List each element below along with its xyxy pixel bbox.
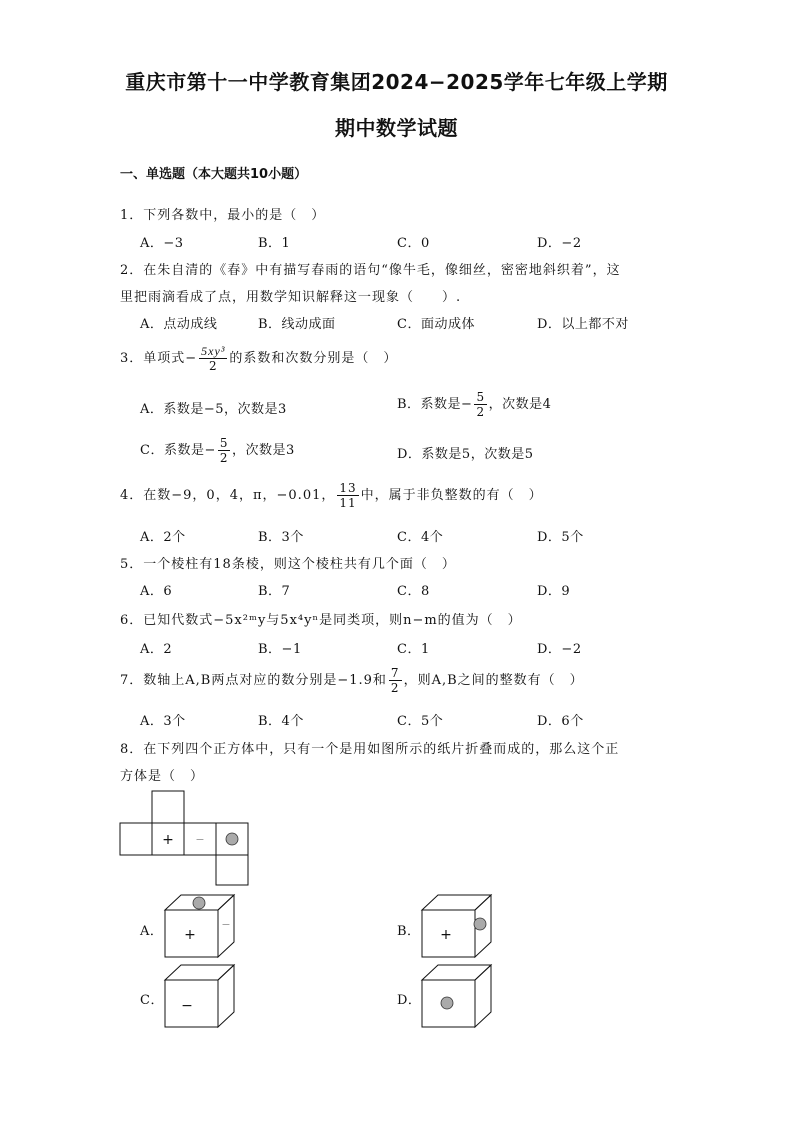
q6-option-c: C．1: [397, 642, 430, 657]
q6-option-d: D．−2: [537, 642, 582, 657]
net-square-left: [120, 823, 152, 855]
page-title-line2: 期中数学试题: [335, 116, 458, 140]
q2-option-c: C．面动成体: [397, 317, 475, 332]
q3-fraction-denominator: 2: [208, 359, 218, 373]
q5-option-b: B．7: [258, 584, 291, 599]
question-2-stem-line1: 2．在朱自清的《春》中有描写春雨的语句“像牛毛，像细丝，密密地斜织着”，这: [120, 263, 621, 278]
cube-a-icon: [164, 894, 236, 958]
q3-stem-post: 的系数和次数分别是（ ）: [229, 351, 398, 366]
q7-stem-pre: 7．数轴上A,B两点对应的数分别是−1.9和: [120, 673, 387, 688]
q7-fraction-numerator: 7: [390, 666, 400, 680]
question-6-stem: 6．已知代数式−5x²ᵐy与5x⁴yⁿ是同类项，则n−m的值为（ ）: [120, 613, 522, 628]
question-7-stem: [120, 666, 584, 695]
q7-option-c: C．5个: [397, 714, 444, 729]
q3-option-c: [140, 436, 295, 465]
q4-option-b: B．3个: [258, 530, 304, 545]
q1-option-b: B．1: [258, 236, 291, 251]
q1-option-a: A．−3: [140, 236, 184, 251]
q3-fraction-numerator: 5xy³: [201, 344, 226, 358]
net-minus-symbol: −: [195, 833, 205, 846]
q7-stem-post: ，则A,B之间的整数有（ ）: [403, 673, 584, 688]
q4-fraction-numerator: 13: [339, 481, 357, 495]
cube-c-minus: −: [181, 998, 193, 1014]
q4-stem-pre: 4．在数−9，0，4，π，−0.01，: [120, 488, 336, 503]
q6-option-b: B．−1: [258, 642, 302, 657]
cube-b-plus: +: [440, 927, 452, 943]
q5-option-d: D．9: [537, 584, 571, 599]
q7-option-b: B．4个: [258, 714, 304, 729]
q3-c-numerator: 5: [219, 436, 228, 450]
q3-b-post: ，次数是4: [488, 397, 552, 412]
q3-c-fraction: [218, 436, 230, 465]
q3-b-denominator: 2: [476, 405, 485, 419]
cube-c-icon: [164, 964, 236, 1028]
question-8-stem-line2: 方体是（ ）: [120, 769, 205, 784]
q3-c-pre: C．系数是−: [140, 443, 216, 458]
q3-b-fraction: [474, 390, 486, 419]
q7-fraction-denominator: 2: [390, 681, 400, 695]
section-heading: 一、单选题（本大题共10小题）: [120, 167, 308, 182]
page-title-line1: 重庆市第十一中学教育集团2024−2025学年七年级上学期: [125, 70, 668, 94]
q3-c-denominator: 2: [219, 451, 228, 465]
q4-stem-post: 中，属于非负整数的有（ ）: [360, 488, 543, 503]
q4-option-a: A．2个: [140, 530, 186, 545]
q4-fraction-denominator: 11: [339, 496, 357, 510]
question-1-stem: 1．下列各数中，最小的是（ ）: [120, 208, 326, 223]
net-square-bottom: [216, 855, 248, 885]
cube-d-icon: [421, 964, 493, 1028]
q3-option-d: D．系数是5，次数是5: [397, 447, 534, 462]
q4-fraction: [337, 481, 358, 510]
q1-option-d: D．−2: [537, 236, 582, 251]
q3-c-post: ，次数是3: [231, 443, 295, 458]
q5-option-c: C．8: [397, 584, 430, 599]
q2-option-d: D．以上都不对: [537, 317, 629, 332]
q8-option-b-label: B．: [397, 924, 421, 939]
q7-fraction: [389, 666, 402, 695]
q8-option-a-label: A．: [140, 924, 164, 939]
q1-option-c: C．0: [397, 236, 430, 251]
net-plus-symbol: +: [162, 832, 174, 848]
cube-net-diagram: [119, 790, 249, 886]
question-2-stem-line2: 里把雨滴看成了点，用数学知识解释这一现象（ ）.: [120, 290, 462, 305]
q3-b-numerator: 5: [476, 390, 485, 404]
cube-a-minus: −: [221, 918, 231, 931]
q4-option-d: D．5个: [537, 530, 584, 545]
q3-b-pre: B．系数是−: [397, 397, 473, 412]
q3-stem-pre: 3．单项式−: [120, 351, 198, 366]
q3-option-b: [397, 390, 551, 419]
q3-option-a: A．系数是−5，次数是3: [140, 402, 287, 417]
question-8-stem-line1: 8．在下列四个正方体中，只有一个是用如图所示的纸片折叠而成的，那么这个正: [120, 742, 620, 757]
cube-b-icon: [421, 894, 493, 958]
q8-option-d-label: D．: [397, 993, 422, 1008]
q2-option-b: B．线动成面: [258, 317, 336, 332]
q6-option-a: A．2: [140, 642, 173, 657]
q3-fraction: [199, 344, 227, 373]
q4-option-c: C．4个: [397, 530, 444, 545]
q2-option-a: A．点动成线: [140, 317, 218, 332]
cube-a-plus: +: [184, 927, 196, 943]
question-4-stem: [120, 481, 543, 510]
question-3-stem: [120, 344, 397, 373]
q8-option-c-label: C．: [140, 993, 164, 1008]
q5-option-a: A．6: [140, 584, 173, 599]
net-square-top: [152, 791, 184, 823]
q7-option-a: A．3个: [140, 714, 186, 729]
question-5-stem: 5．一个棱柱有18条棱，则这个棱柱共有几个面（ ）: [120, 557, 456, 572]
q7-option-d: D．6个: [537, 714, 584, 729]
net-dot-icon: [226, 833, 238, 845]
